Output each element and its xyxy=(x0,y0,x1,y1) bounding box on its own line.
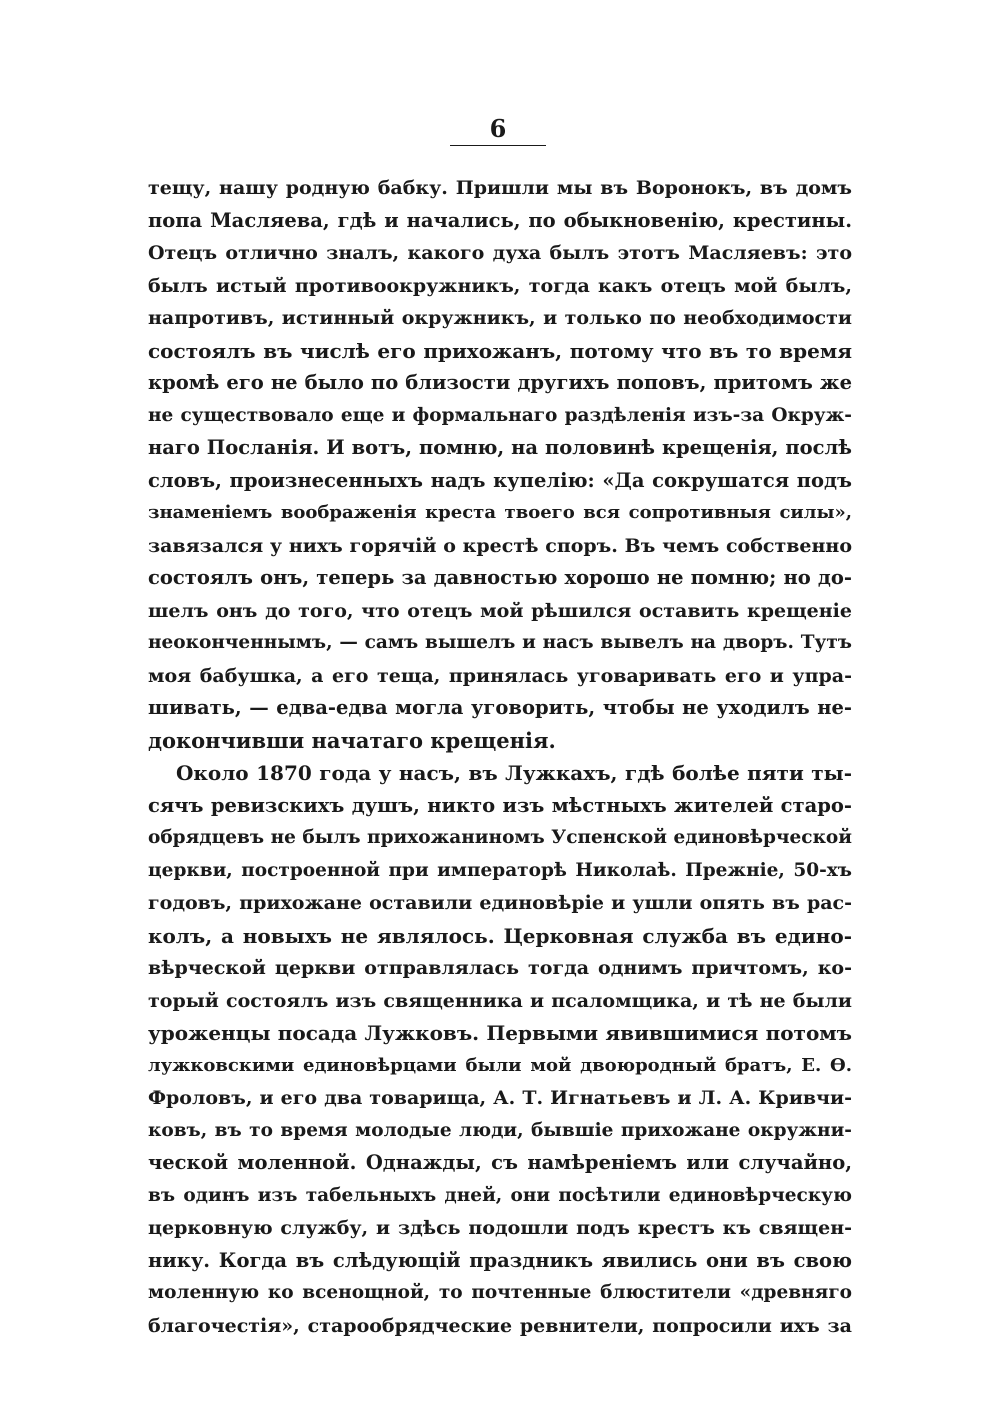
text-line: благочестія», старообрядческие ревнители, попросили ихъ за xyxy=(148,1314,852,1337)
text-line: состоялъ онъ, теперь за давностью хорошо не помню; но до- xyxy=(148,566,852,589)
paragraph-1 xyxy=(148,172,852,757)
text-line: наго Посланія. И вотъ, помню, на половинѣ крещенія, послѣ xyxy=(148,436,852,459)
text-line: уроженцы посада Лужковъ. Первыми явившимися потомъ xyxy=(148,1021,852,1045)
body-text xyxy=(148,172,852,1342)
text-line: Фроловъ, и его два товарища, А. Т. Игнатьевъ и Л. А. Кривчи- xyxy=(148,1087,852,1109)
text-line: не существовало еще и формальнаго раздѣленія изъ-за Окруж- xyxy=(148,404,852,426)
text-line: былъ истый противоокружникъ, тогда какъ отецъ мой былъ, xyxy=(148,274,852,297)
text-line: знаменіемъ воображенія креста твоего вся сопротивныя силы», xyxy=(148,502,852,523)
text-line: попа Масляева, гдѣ и начались, по обыкновенію, крестины. xyxy=(148,208,852,232)
text-line: словъ, произнесенныхъ надъ купелію: «Да сокрушатся подъ xyxy=(148,468,852,492)
text-line: сячъ ревизскихъ душъ, никто изъ мѣстныхъ жителей старо- xyxy=(148,793,852,817)
text-line: въ одинъ изъ табельныхъ дней, они посѣтили единовѣрческую xyxy=(148,1184,852,1206)
text-line: неоконченнымъ, — самъ вышелъ и насъ вывелъ на дворъ. Тутъ xyxy=(148,632,852,653)
text-line: Около 1870 года у насъ, въ Лужкахъ, гдѣ болѣе пяти ты- xyxy=(176,761,852,785)
text-line: напротивъ, истинный окружникъ, и только по необходимости xyxy=(148,307,852,329)
text-line: ковъ, въ то время молодые люди, бывшіе прихожане окружни- xyxy=(148,1119,852,1141)
text-line: торый состоялъ изъ священника и псаломщика, и тѣ не были xyxy=(148,989,852,1012)
text-line: церковную службу, и здѣсь подошли подъ крестъ къ священ- xyxy=(148,1217,852,1239)
text-line: ческой моленной. Однажды, съ намѣреніемъ или случайно, xyxy=(148,1151,852,1174)
text-line: докончивши начатаго крещенія. xyxy=(148,727,556,753)
paragraph-2 xyxy=(148,757,852,1342)
text-line: кромѣ его не было по близости другихъ поповъ, притомъ же xyxy=(148,371,852,394)
text-line: Отецъ отлично зналъ, какого духа былъ этотъ Масляевъ: это xyxy=(148,242,852,264)
page-number-rule xyxy=(450,145,546,146)
text-line: состоялъ въ числѣ его прихожанъ, потому что въ то время xyxy=(148,338,852,363)
text-line: вѣрческой церкви отправлялась тогда однимъ причтомъ, ко- xyxy=(148,957,852,979)
page-number: 6 xyxy=(489,114,507,143)
text-line: обрядцевъ не былъ прихожаниномъ Успенской единовѣрческой xyxy=(148,827,852,848)
text-line: шивать, — едва-едва могла уговорить, чтобы не уходилъ не- xyxy=(148,696,852,719)
text-line: моленную ко всенощной, то почтенные блюстители «древняго xyxy=(148,1282,852,1303)
text-line: церкви, построенной при императорѣ Николаѣ. Прежніе, 50-хъ xyxy=(148,859,852,881)
text-line: шелъ онъ до того, что отецъ мой рѣшился оставить крещеніе xyxy=(148,599,852,622)
text-line: годовъ, прихожане оставили единовѣріе и ушли опять въ рас- xyxy=(148,892,852,914)
text-line: завязался у нихъ горячій о крестѣ споръ. Въ чемъ собственно xyxy=(148,534,852,557)
text-line: тещу, нашу родную бабку. Пришли мы въ Воронокъ, въ домъ xyxy=(148,177,852,199)
text-line: лужковскими единовѣрцами были мой двоюродный братъ, Е. Ѳ. xyxy=(148,1054,852,1076)
text-line: моя бабушка, а его теща, принялась уговаривать его и упра- xyxy=(148,664,852,687)
text-line: колъ, а новыхъ не являлось. Церковная служба въ едино- xyxy=(148,923,852,948)
text-line: нику. Когда въ слѣдующій праздникъ явились они въ свою xyxy=(148,1248,852,1272)
